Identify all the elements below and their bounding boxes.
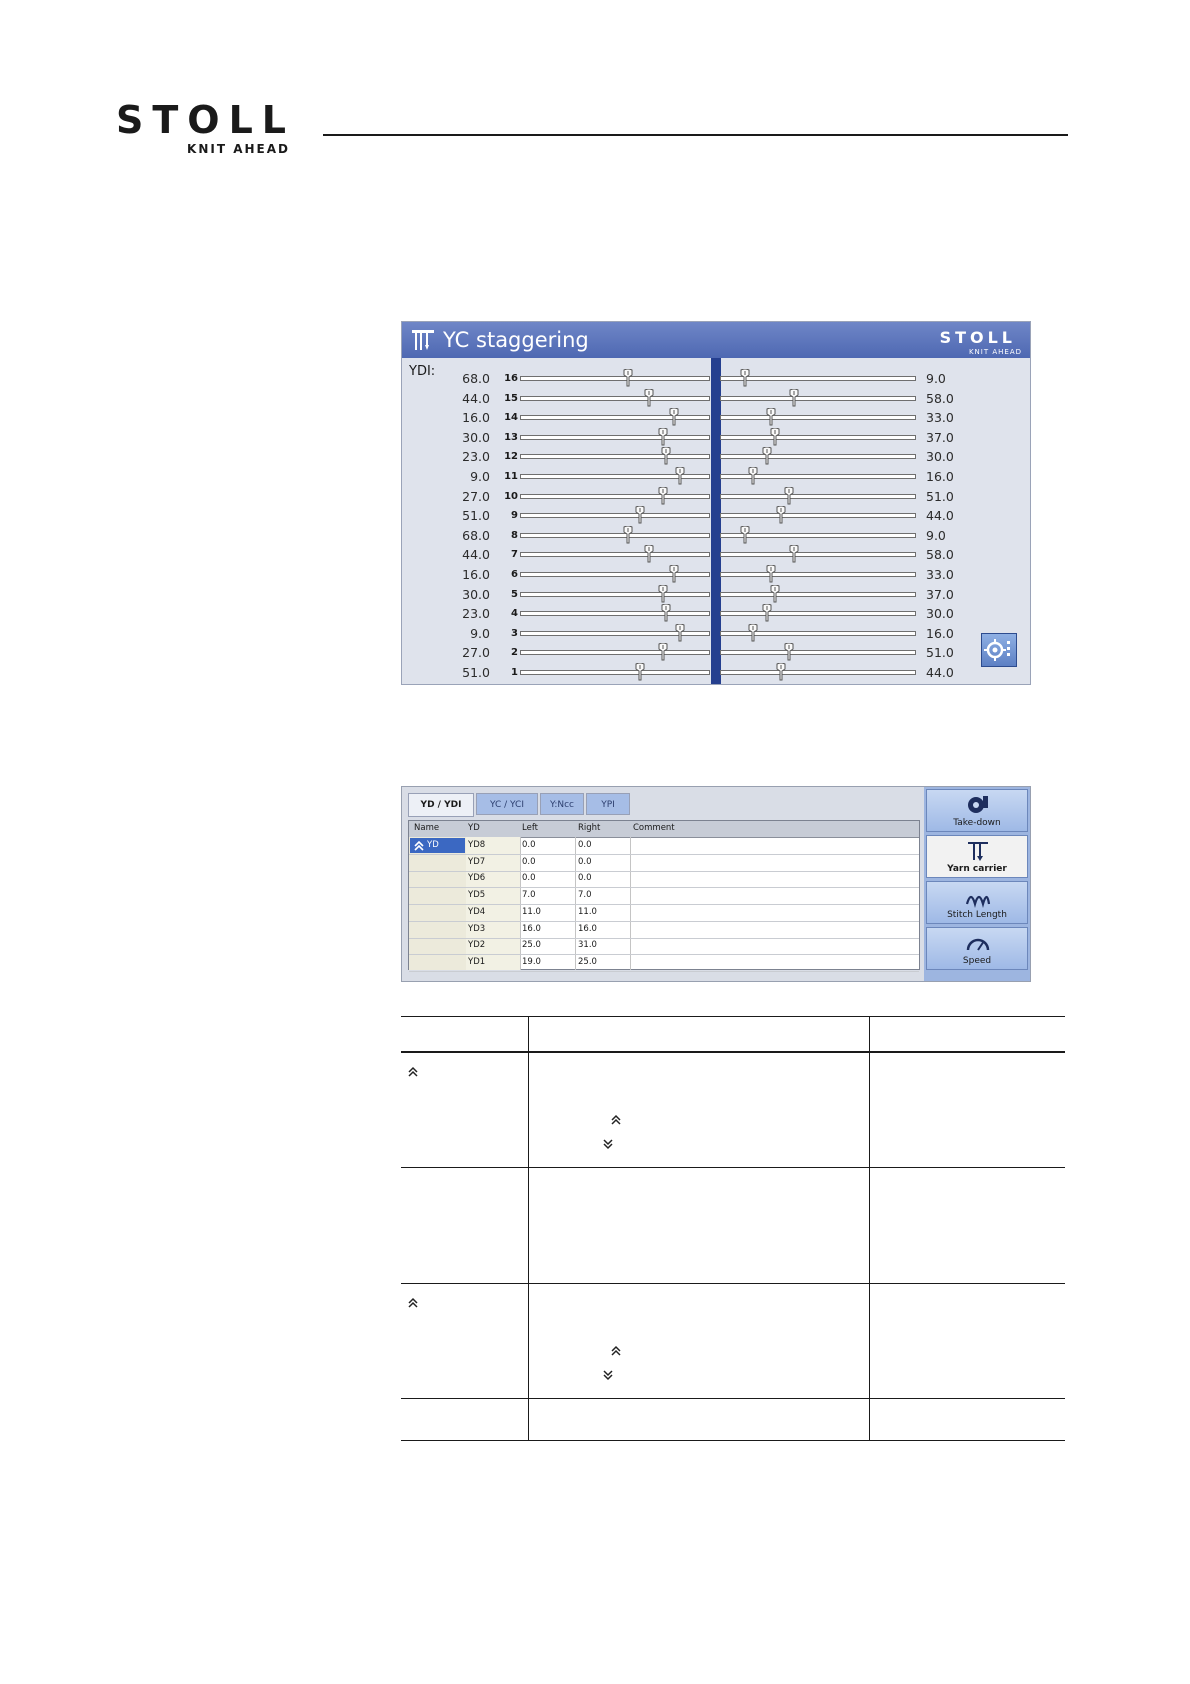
- title-bar: [402, 322, 1030, 358]
- left-slider-handle[interactable]: [642, 545, 656, 563]
- left-slider-track[interactable]: [520, 670, 710, 675]
- right-slider-track[interactable]: [720, 592, 916, 597]
- left-value: 23.0: [462, 449, 490, 465]
- table-top-rule: [401, 1016, 1065, 1017]
- row-number: 9: [511, 510, 518, 522]
- left-slider-track[interactable]: [520, 435, 710, 440]
- row-number: 12: [504, 451, 518, 463]
- right-slider-track[interactable]: [720, 611, 916, 616]
- col-yd: YD: [468, 823, 480, 833]
- right-value: 9.0: [926, 371, 946, 386]
- right-value: 58.0: [926, 390, 954, 406]
- right-slider-handle[interactable]: [774, 506, 788, 524]
- tab-yncc[interactable]: Y:Ncc: [540, 793, 584, 815]
- brand-tagline: KNIT AHEAD: [187, 142, 290, 156]
- right-slider-handle[interactable]: [746, 624, 760, 642]
- stagger-row: [402, 467, 1030, 486]
- left-slider-handle[interactable]: [673, 467, 687, 485]
- left-value: 51.0: [462, 508, 490, 524]
- row-number: 7: [511, 549, 518, 561]
- stagger-row: [402, 408, 1030, 427]
- left-value: 44.0: [462, 390, 490, 406]
- right-slider-handle[interactable]: [764, 565, 778, 583]
- row-number: 14: [504, 412, 518, 424]
- table-bottom-rule: [401, 1440, 1065, 1441]
- right-slider-track[interactable]: [720, 650, 916, 655]
- right-slider-track[interactable]: [720, 494, 916, 499]
- stagger-row: [402, 624, 1030, 643]
- left-slider-track[interactable]: [520, 513, 710, 518]
- left-slider-handle[interactable]: [659, 604, 673, 622]
- left-slider-handle[interactable]: [621, 369, 635, 387]
- brand-name: STOLL: [116, 98, 296, 142]
- brand-logo: [116, 98, 296, 156]
- row-number: 1: [511, 667, 518, 678]
- table-header: [409, 821, 919, 838]
- row-number: 13: [504, 431, 518, 443]
- yarn-carrier-icon: [410, 328, 436, 352]
- left-value: 44.0: [462, 547, 490, 563]
- right-slider-handle[interactable]: [782, 487, 796, 505]
- right-cell: 7.0: [578, 890, 592, 901]
- left-cell: 19.0: [522, 956, 541, 967]
- right-cell: 31.0: [578, 940, 597, 951]
- settings-gear-icon: [982, 634, 1016, 666]
- right-slider-handle[interactable]: [738, 369, 752, 387]
- left-slider-handle[interactable]: [667, 408, 681, 426]
- row-number: 4: [511, 608, 518, 620]
- left-slider-track[interactable]: [520, 494, 710, 499]
- table-row[interactable]: [409, 854, 919, 872]
- left-slider-handle[interactable]: [659, 447, 673, 465]
- right-value: 30.0: [926, 606, 954, 622]
- left-value: 27.0: [462, 488, 490, 504]
- yarn-carrier-icon: [965, 840, 991, 862]
- left-value: 30.0: [462, 429, 490, 445]
- left-slider-handle[interactable]: [667, 565, 681, 583]
- left-cell: 0.0: [522, 840, 536, 850]
- right-cell: 0.0: [578, 873, 592, 884]
- right-slider-track[interactable]: [720, 670, 916, 675]
- yd-cell: YD7: [468, 856, 486, 867]
- stagger-row: [402, 487, 1030, 506]
- right-slider-track[interactable]: [720, 572, 916, 577]
- left-slider-handle[interactable]: [673, 624, 687, 642]
- stagger-row: [402, 643, 1030, 662]
- right-slider-track[interactable]: [720, 552, 916, 557]
- table-row[interactable]: [409, 837, 919, 855]
- left-value: 9.0: [470, 469, 490, 484]
- left-slider-track[interactable]: [520, 533, 710, 538]
- left-slider-track[interactable]: [520, 376, 710, 381]
- row-number: 5: [511, 588, 518, 600]
- right-cell: 0.0: [578, 840, 592, 850]
- right-cell: 25.0: [578, 956, 597, 967]
- right-value: 33.0: [926, 410, 954, 426]
- left-value: 16.0: [462, 410, 490, 426]
- left-value: 30.0: [462, 586, 490, 602]
- right-slider-track[interactable]: [720, 415, 916, 420]
- left-slider-track[interactable]: [520, 415, 710, 420]
- panel-title: YC staggering: [443, 328, 589, 352]
- left-slider-handle[interactable]: [633, 506, 647, 524]
- right-slider-handle[interactable]: [768, 428, 782, 446]
- right-value: 58.0: [926, 547, 954, 563]
- left-slider-handle[interactable]: [656, 428, 670, 446]
- left-value: 16.0: [462, 567, 490, 582]
- right-value: 16.0: [926, 625, 954, 641]
- table-row[interactable]: [409, 904, 919, 922]
- right-value: 51.0: [926, 488, 954, 504]
- ydi-label: YDI:: [409, 364, 436, 379]
- side-button-label: Take-down: [953, 818, 1001, 828]
- left-cell: 7.0: [522, 890, 536, 901]
- right-cell: 16.0: [578, 923, 597, 934]
- tab-yc-yci[interactable]: YC / YCI: [476, 793, 538, 815]
- row-number: 2: [511, 647, 518, 659]
- right-slider-track[interactable]: [720, 396, 916, 401]
- right-slider-track[interactable]: [720, 435, 916, 440]
- stagger-row: [402, 428, 1030, 447]
- side-menu: [924, 787, 1030, 982]
- side-button-yarn-carrier[interactable]: [926, 835, 1028, 878]
- table-row[interactable]: [409, 870, 919, 888]
- stitch-length-icon: [965, 886, 991, 908]
- right-slider-handle[interactable]: [787, 389, 801, 407]
- table-col-rule: [528, 1016, 529, 1440]
- expand-up-icon: [407, 1297, 419, 1309]
- table-header-rule: [401, 1051, 1065, 1053]
- left-value: 23.0: [462, 606, 490, 622]
- left-slider-track[interactable]: [520, 650, 710, 655]
- row-number: 11: [504, 471, 518, 482]
- right-value: 51.0: [926, 645, 954, 661]
- yd-cell: YD5: [468, 890, 486, 901]
- stagger-row: [402, 565, 1030, 584]
- row-number: 10: [504, 490, 518, 502]
- stagger-row: [402, 447, 1030, 466]
- right-slider-handle[interactable]: [774, 663, 788, 681]
- take-down-icon: [965, 794, 991, 816]
- side-button-stitch-length[interactable]: [926, 881, 1028, 924]
- row-number: 16: [504, 373, 518, 384]
- right-slider-handle[interactable]: [760, 447, 774, 465]
- yd-cell: YD6: [468, 873, 486, 884]
- table-row-rule: [401, 1167, 1065, 1168]
- right-slider-handle[interactable]: [782, 643, 796, 661]
- right-slider-handle[interactable]: [787, 545, 801, 563]
- left-slider-handle[interactable]: [642, 389, 656, 407]
- row-number: 3: [511, 627, 518, 639]
- panel-brand-tagline: KNIT AHEAD: [968, 348, 1022, 356]
- right-value: 44.0: [926, 665, 954, 680]
- left-slider-handle[interactable]: [656, 643, 670, 661]
- right-slider-handle[interactable]: [738, 526, 752, 544]
- table-row[interactable]: [409, 921, 919, 939]
- col-comment: Comment: [633, 823, 675, 833]
- stagger-row: [402, 663, 1030, 682]
- col-name: Name: [414, 823, 440, 833]
- stagger-row: [402, 526, 1030, 545]
- tab-yd-ydi[interactable]: YD / YDI: [408, 793, 474, 817]
- side-button-label: Stitch Length: [947, 910, 1007, 920]
- table-row[interactable]: [409, 887, 919, 905]
- left-value: 27.0: [462, 645, 490, 661]
- left-slider-track[interactable]: [520, 611, 710, 616]
- stagger-row: [402, 369, 1030, 388]
- left-cell: 0.0: [522, 856, 536, 867]
- yd-cell: YD4: [468, 906, 486, 917]
- left-slider-track[interactable]: [520, 572, 710, 577]
- header-rule: [323, 134, 1068, 136]
- left-value: 68.0: [462, 371, 490, 386]
- row-number: 15: [504, 392, 518, 404]
- col-left: Left: [522, 823, 538, 833]
- speed-icon: [965, 932, 991, 954]
- left-slider-track[interactable]: [520, 552, 710, 557]
- stagger-row: [402, 545, 1030, 564]
- right-value: 37.0: [926, 429, 954, 445]
- left-slider-handle[interactable]: [621, 526, 635, 544]
- right-slider-track[interactable]: [720, 454, 916, 459]
- right-value: 37.0: [926, 586, 954, 602]
- right-value: 16.0: [926, 469, 954, 484]
- table-col-rule: [869, 1016, 870, 1440]
- left-cell: 25.0: [522, 940, 541, 951]
- right-slider-handle[interactable]: [768, 585, 782, 603]
- row-number: 6: [511, 569, 518, 580]
- right-value: 30.0: [926, 449, 954, 465]
- expand-down-icon: [602, 1369, 614, 1381]
- left-cell: 0.0: [522, 873, 536, 884]
- right-value: 33.0: [926, 567, 954, 582]
- stagger-row: [402, 585, 1030, 604]
- stagger-row: [402, 389, 1030, 408]
- row-number: 8: [511, 529, 518, 541]
- yd-cell: YD1: [468, 956, 486, 967]
- left-cell: 11.0: [522, 906, 541, 917]
- table-row-rule: [401, 1283, 1065, 1284]
- yd-table: [408, 820, 920, 970]
- yd-cell: YD8: [468, 840, 486, 850]
- right-slider-track[interactable]: [720, 513, 916, 518]
- stagger-row: [402, 506, 1030, 525]
- yc-staggering-panel: [401, 321, 1031, 685]
- side-button-take-down[interactable]: [926, 789, 1028, 832]
- left-value: 9.0: [470, 625, 490, 641]
- yd-cell: YD3: [468, 923, 486, 934]
- left-cell: 16.0: [522, 923, 541, 934]
- stagger-row: [402, 604, 1030, 623]
- right-value: 44.0: [926, 508, 954, 524]
- table-row[interactable]: [409, 954, 919, 972]
- selected-name-label: YD: [427, 840, 439, 850]
- left-slider-handle[interactable]: [633, 663, 647, 681]
- right-slider-handle[interactable]: [746, 467, 760, 485]
- side-button-label: Yarn carrier: [947, 864, 1007, 874]
- side-button-speed[interactable]: [926, 927, 1028, 970]
- right-slider-handle[interactable]: [760, 604, 774, 622]
- left-slider-handle[interactable]: [656, 585, 670, 603]
- expand-up-icon: [610, 1114, 622, 1126]
- left-slider-handle[interactable]: [656, 487, 670, 505]
- left-slider-track[interactable]: [520, 454, 710, 459]
- expand-up-icon: [610, 1345, 622, 1357]
- col-right: Right: [578, 823, 601, 833]
- left-value: 51.0: [462, 665, 490, 680]
- table-row[interactable]: [409, 937, 919, 955]
- right-slider-handle[interactable]: [764, 408, 778, 426]
- right-cell: 0.0: [578, 856, 592, 867]
- expand-up-icon: [407, 1066, 419, 1078]
- right-value: 9.0: [926, 527, 946, 543]
- left-slider-track[interactable]: [520, 396, 710, 401]
- left-slider-track[interactable]: [520, 592, 710, 597]
- panel-brand: STOLL: [939, 328, 1016, 347]
- yd-cell: YD2: [468, 940, 486, 951]
- left-value: 68.0: [462, 527, 490, 543]
- side-button-label: Speed: [962, 956, 992, 966]
- tab-ypi[interactable]: YPI: [586, 793, 630, 815]
- right-cell: 11.0: [578, 906, 597, 917]
- table-row-rule: [401, 1398, 1065, 1399]
- settings-button[interactable]: [981, 633, 1017, 667]
- expand-down-icon: [602, 1138, 614, 1150]
- yd-panel: [401, 786, 1031, 982]
